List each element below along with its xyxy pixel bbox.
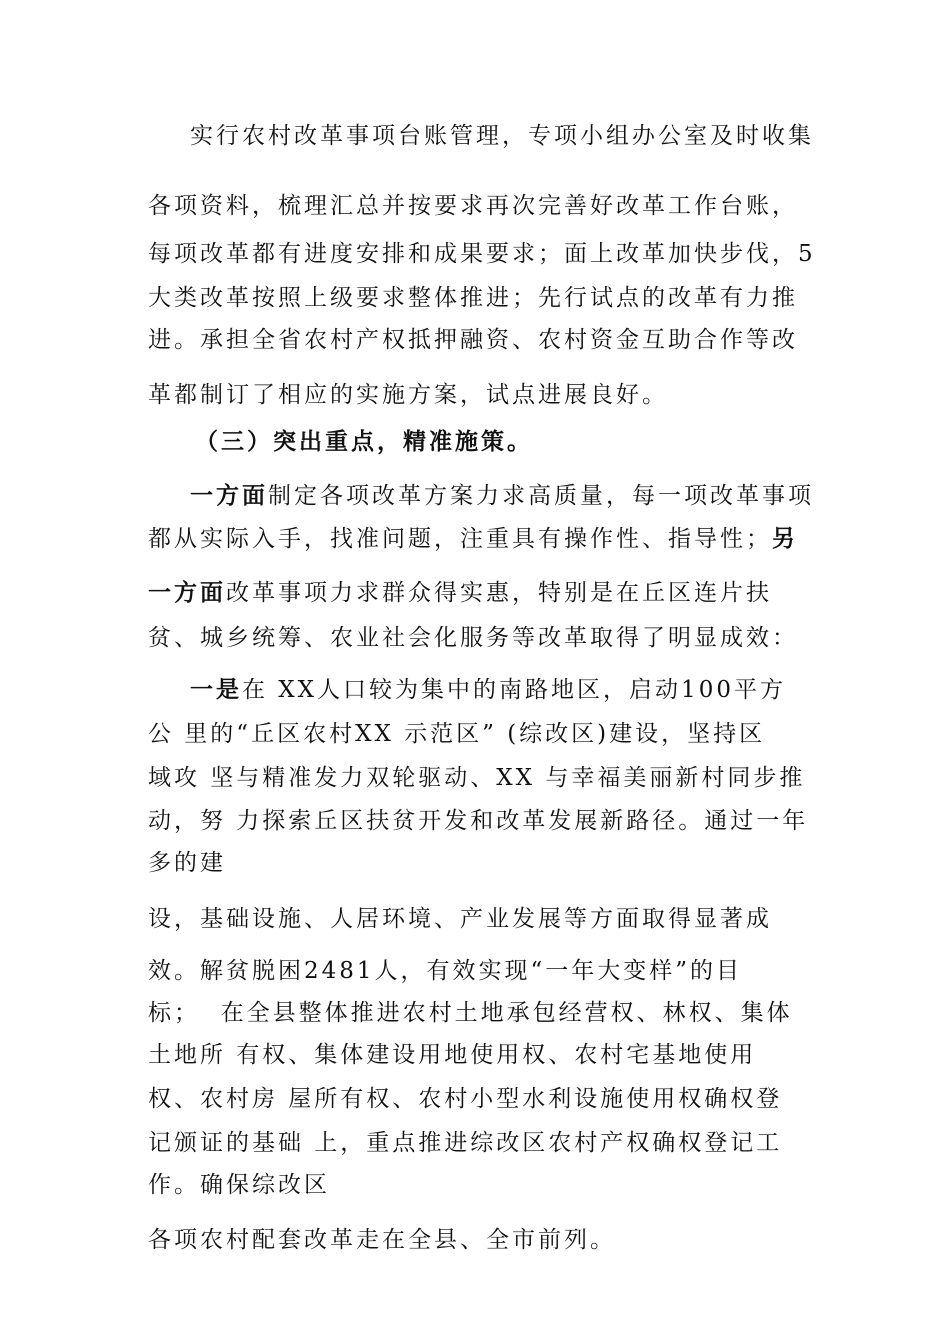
paragraph-line: 多的建: [148, 850, 226, 876]
paragraph-line: 贫、城乡统筹、农业社会化服务等改革取得了明显成效：: [148, 625, 798, 651]
paragraph-line: 公 里的“丘区农村XX 示范区” (综改区)建设，坚持区: [148, 721, 766, 747]
emphasis-lead: 一方面: [190, 482, 268, 509]
paragraph-line: 设，基础设施、人居环境、产业发展等方面取得显著成: [148, 906, 772, 932]
paragraph-line: 权、农村房 屋所有权、农村小型水利设施使用权确权登: [148, 1086, 783, 1112]
paragraph-line: 动，努 力探索丘区扶贫开发和改革发展新路径。通过一年: [148, 808, 809, 834]
section-heading: （三）突出重点，精准施策。: [195, 428, 533, 455]
paragraph-line: 标； 在全县整体推进农村土地承包经营权、林权、集体: [148, 1000, 793, 1026]
paragraph-line: 作。确保综改区: [148, 1172, 330, 1198]
paragraph-line: 一方面改革事项力求群众得实惠，特别是在丘区连片扶: [148, 579, 772, 606]
emphasis-lead: 一方面: [148, 579, 226, 606]
paragraph-line: 各项资料，梳理汇总并按要求再次完善好改革工作台账，: [148, 193, 798, 219]
paragraph-line: 革都制订了相应的实施方案，试点进展良好。: [148, 382, 668, 408]
paragraph-line: 记颁证的基础 上，重点推进综改区农村产权确权登记工: [148, 1130, 783, 1156]
paragraph-line: 一是在 XX人口较为集中的南路地区，启动100平方: [190, 676, 786, 703]
paragraph-line: 进。承担全省农村产权抵押融资、农村资金互助合作等改: [148, 327, 798, 353]
paragraph-line: 都从实际入手，找准问题，注重具有操作性、指导性；另: [148, 525, 798, 552]
emphasis-lead: 一是: [190, 676, 242, 703]
paragraph-line: 每项改革都有进度安排和成果要求；面上改革加快步伐，5: [148, 241, 816, 267]
paragraph-line: 大类改革按照上级要求整体推进；先行试点的改革有力推: [148, 285, 798, 311]
paragraph-line: 实行农村改革事项台账管理，专项小组办公室及时收集: [190, 123, 814, 149]
paragraph-line: 土地所 有权、集体建设用地使用权、农村宅基地使用: [148, 1042, 757, 1068]
paragraph-line: 各项农村配套改革走在全县、全市前列。: [148, 1227, 616, 1253]
paragraph-line: 域攻 坚与精准发力双轮驱动、XX 与幸福美丽新村同步推: [148, 765, 806, 791]
paragraph-line: 效。解贫脱困2481人，有效实现“一年大变样”的目: [148, 958, 743, 984]
paragraph-line: 一方面制定各项改革方案力求高质量，每一项改革事项: [190, 482, 814, 509]
emphasis-lead: 另: [772, 525, 798, 552]
